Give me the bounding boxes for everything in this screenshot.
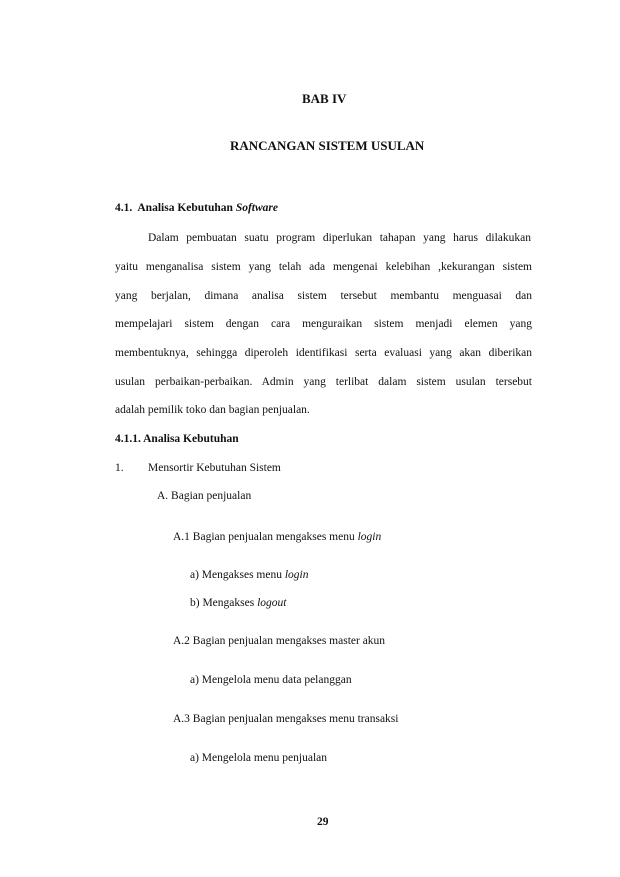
item-a1-b-text: b) Mengakses <box>190 597 258 609</box>
paragraph-line: yang berjalan, dimana analisa sistem tersebut membantu menguasai dan <box>115 290 532 302</box>
item-a1-a-text: a) Mengakses menu <box>190 569 285 581</box>
item-a1-b <box>190 596 286 610</box>
paragraph-line: membentuknya, sehingga diperoleh identifikasi serta evaluasi yang akan diberikan <box>115 347 532 359</box>
item-a1-a <box>190 568 309 582</box>
paragraph-line: usulan perbaikan-perbaikan. Admin yang terlibat dalam sistem usulan tersebut <box>115 376 532 388</box>
item-a: A. Bagian penjualan <box>157 490 252 502</box>
item-a2: A.2 Bagian penjualan mengakses master akun <box>173 635 386 647</box>
section-heading <box>115 201 278 215</box>
subsection-heading: 4.1.1. Analisa Kebutuhan <box>115 433 239 445</box>
paragraph-line: yaitu menganalisa sistem yang telah ada mengenai kelebihan ,kekurangan sistem <box>115 261 532 273</box>
chapter-heading: BAB IV <box>302 91 347 106</box>
section-number: 4.1. <box>115 202 133 214</box>
item-a1-italic: login <box>357 531 382 543</box>
item-a1-a-italic: login <box>284 569 309 581</box>
item-a1-b-italic: logout <box>257 597 287 609</box>
page-number: 29 <box>317 816 329 828</box>
section-title-italic: Software <box>235 202 278 214</box>
chapter-title: RANCANGAN SISTEM USULAN <box>230 138 425 153</box>
list-item-text: Mensortir Kebutuhan Sistem <box>148 462 281 474</box>
section-title: Analisa Kebutuhan <box>137 202 233 214</box>
paragraph-line: Dalam pembuatan suatu program diperlukan tahapan yang harus dilakukan <box>148 232 531 244</box>
list-item-number: 1. <box>115 462 124 474</box>
item-a3: A.3 Bagian penjualan mengakses menu transaksi <box>173 713 399 725</box>
item-a1 <box>173 530 381 544</box>
paragraph-line: mempelajari sistem dengan cara menguraikan sistem menjadi elemen yang <box>115 318 532 330</box>
item-a1-text: A.1 Bagian penjualan mengakses menu <box>173 531 358 543</box>
item-a2-a: a) Mengelola menu data pelanggan <box>190 674 352 686</box>
paragraph-line: adalah pemilik toko dan bagian penjualan. <box>115 404 310 416</box>
item-a3-a: a) Mengelola menu penjualan <box>190 752 327 764</box>
